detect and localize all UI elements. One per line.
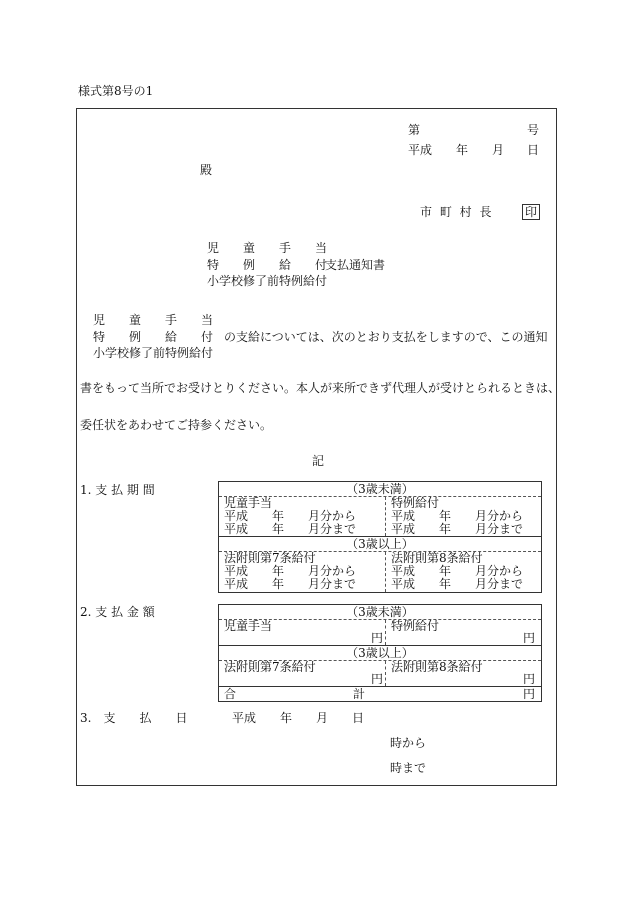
body-line3: 小学校修了前特例給付 — [93, 346, 214, 360]
amount-cell: 法附則第7条給付 円 — [224, 660, 383, 686]
period-cell: 法附則第7条給付 平成 年 月分から 平成 年 月分まで — [224, 551, 357, 591]
body-text1: の支給については、次のとおり支払をしますので、この通知 — [224, 330, 548, 344]
form-number: 様式第8号の1 — [78, 84, 154, 98]
section3-label: 3. 支 払 日 — [80, 711, 188, 725]
section2-label: 2. 支 払 金 額 — [80, 605, 155, 619]
under3-header: （3歳未満） — [219, 482, 541, 497]
number-prefix: 第 — [408, 123, 421, 137]
period-cell: 法附則第8条給付 平成 年 月分から 平成 年 月分まで — [385, 552, 541, 592]
title-suffix: 支払通知書 — [325, 258, 386, 272]
over3-header: （3歳以上） — [219, 646, 541, 661]
time-to: 時まで — [390, 761, 427, 775]
seal-mark: 印 — [522, 204, 540, 220]
title-line1: 児 童 手 当 — [207, 241, 328, 255]
period-cell: 特例給付 平成 年 月分から 平成 年 月分まで — [385, 497, 541, 536]
under3-header: （3歳未満） — [219, 605, 541, 620]
ki-heading: 記 — [312, 454, 325, 468]
amount-cell: 特例給付 円 — [385, 620, 541, 645]
number-suffix: 号 — [527, 123, 540, 137]
title-line3: 小学校修了前特例給付 — [207, 274, 328, 288]
payment-amount-table — [218, 604, 542, 702]
issue-era: 平成 — [408, 143, 433, 157]
body-line2: 特 例 給 付 — [93, 330, 214, 344]
payment-period-table — [218, 481, 542, 593]
time-from: 時から — [390, 736, 427, 750]
payment-date: 平成 年 月 日 — [232, 711, 365, 725]
amount-cell: 法附則第8条給付 円 — [385, 661, 541, 686]
title-line2: 特 例 給 付 — [207, 258, 328, 272]
body-line1: 児 童 手 当 — [93, 313, 214, 327]
total-row: 合 計 円 — [224, 687, 535, 701]
body-text3: 委任状をあわせてご持参ください。 — [80, 418, 273, 432]
addressee-suffix: 殿 — [200, 163, 213, 177]
body-text2: 書をもって当所でお受けとりください。本人が来所できず代理人が受けとられるときは、 — [80, 381, 561, 395]
over3-header: （3歳以上） — [219, 537, 541, 552]
section1-label: 1. 支 払 期 間 — [80, 483, 155, 497]
issuer: 市 町 村 長 — [420, 205, 494, 219]
amount-cell: 児童手当 円 — [224, 619, 383, 645]
issue-year: 年 — [456, 143, 469, 157]
period-cell: 児童手当 平成 年 月分から 平成 年 月分まで — [224, 496, 357, 536]
issue-day: 日 — [527, 143, 540, 157]
issue-month: 月 — [492, 143, 505, 157]
